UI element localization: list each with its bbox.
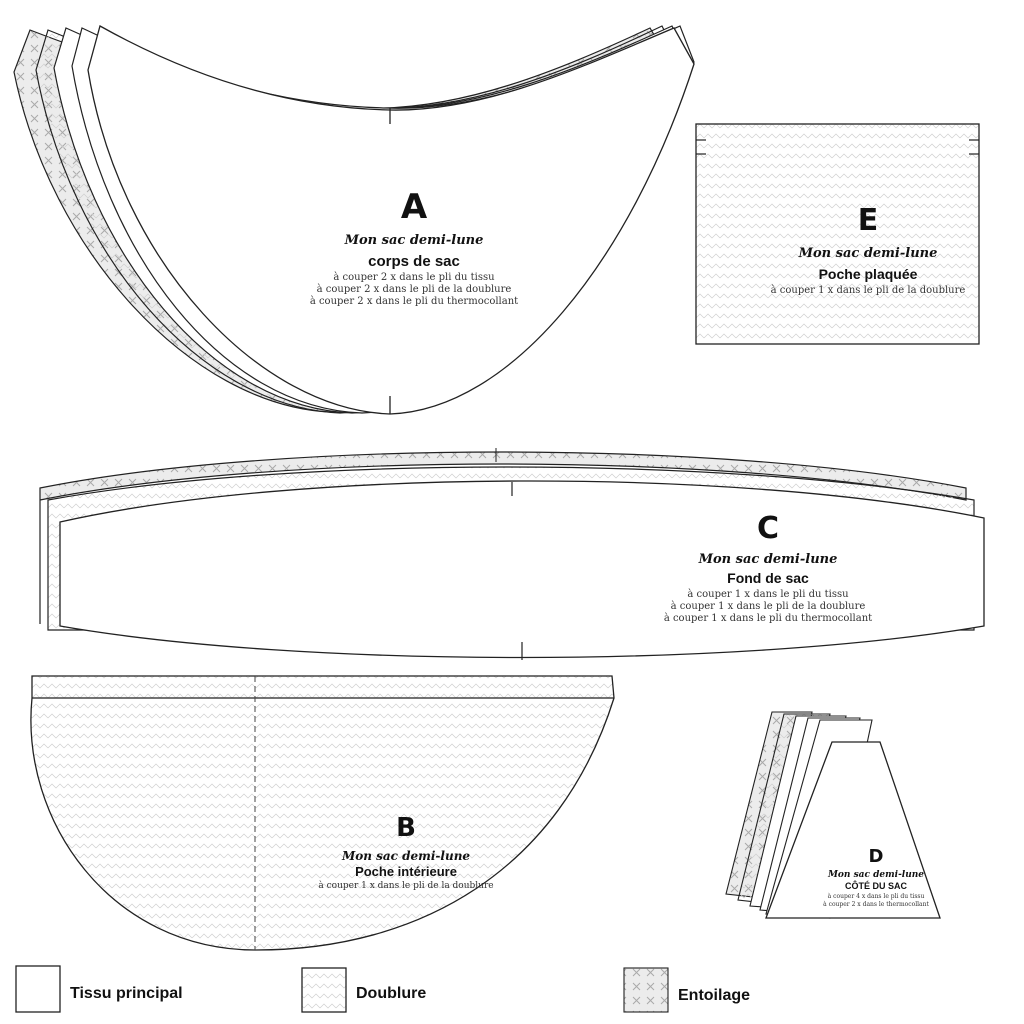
piece-c-main-outline bbox=[60, 481, 984, 658]
piece-a-instruction: à couper 2 x dans le pli de la doublure bbox=[316, 284, 512, 295]
piece-b-title: Poche intérieure bbox=[355, 864, 457, 879]
piece-e-letter: E bbox=[857, 203, 879, 238]
piece-d-instruction: à couper 4 x dans le pli du tissu bbox=[827, 893, 925, 900]
piece-b-outline bbox=[31, 676, 614, 950]
piece-a-instruction: à couper 2 x dans le pli du tissu bbox=[333, 272, 495, 283]
piece-a-letter: A bbox=[400, 187, 428, 227]
piece-a-brand: Mon sac demi-lune bbox=[344, 233, 484, 248]
legend bbox=[16, 966, 750, 1012]
piece-c-fond-de-sac bbox=[40, 448, 984, 660]
piece-b-letter: B bbox=[396, 813, 416, 843]
piece-b-poche-interieure bbox=[31, 676, 614, 950]
piece-c-instruction: à couper 1 x dans le pli du tissu bbox=[687, 589, 849, 600]
piece-e-brand: Mon sac demi-lune bbox=[798, 246, 938, 261]
piece-e-title: Poche plaquée bbox=[818, 266, 918, 282]
piece-c-letter: C bbox=[756, 511, 780, 546]
legend-label-main: Tissu principal bbox=[70, 985, 183, 1002]
legend-swatch-interfacing bbox=[624, 968, 668, 1012]
piece-d-title: CÔTÉ DU SAC bbox=[844, 881, 908, 891]
piece-d-letter: D bbox=[868, 846, 884, 867]
legend-swatch-lining bbox=[302, 968, 346, 1012]
piece-e-poche-plaquee bbox=[696, 124, 979, 344]
piece-e-outline bbox=[696, 124, 979, 344]
piece-b-brand: Mon sac demi-lune bbox=[341, 849, 471, 863]
legend-label-lining: Doublure bbox=[356, 985, 427, 1002]
piece-b-instruction: à couper 1 x dans le pli de la doublure bbox=[318, 881, 494, 891]
legend-label-interfacing: Entoilage bbox=[678, 987, 751, 1004]
piece-d-brand: Mon sac demi-lune bbox=[827, 870, 925, 880]
piece-d-cote-du-sac bbox=[726, 712, 940, 918]
legend-swatch-main bbox=[16, 966, 60, 1012]
piece-c-title: Fond de sac bbox=[727, 570, 809, 586]
piece-d-instruction: à couper 2 x dans le thermocollant bbox=[823, 901, 929, 908]
piece-c-instruction: à couper 1 x dans le pli du thermocollant bbox=[663, 613, 873, 624]
piece-e-instruction: à couper 1 x dans le pli de la doublure bbox=[770, 285, 966, 296]
piece-c-brand: Mon sac demi-lune bbox=[698, 552, 838, 567]
piece-a-main-outline bbox=[88, 26, 694, 414]
piece-a-instruction: à couper 2 x dans le pli du thermocollant bbox=[309, 296, 519, 307]
piece-a-corps-de-sac bbox=[14, 26, 694, 414]
piece-a-title: corps de sac bbox=[368, 253, 460, 270]
piece-c-instruction: à couper 1 x dans le pli de la doublure bbox=[670, 601, 866, 612]
